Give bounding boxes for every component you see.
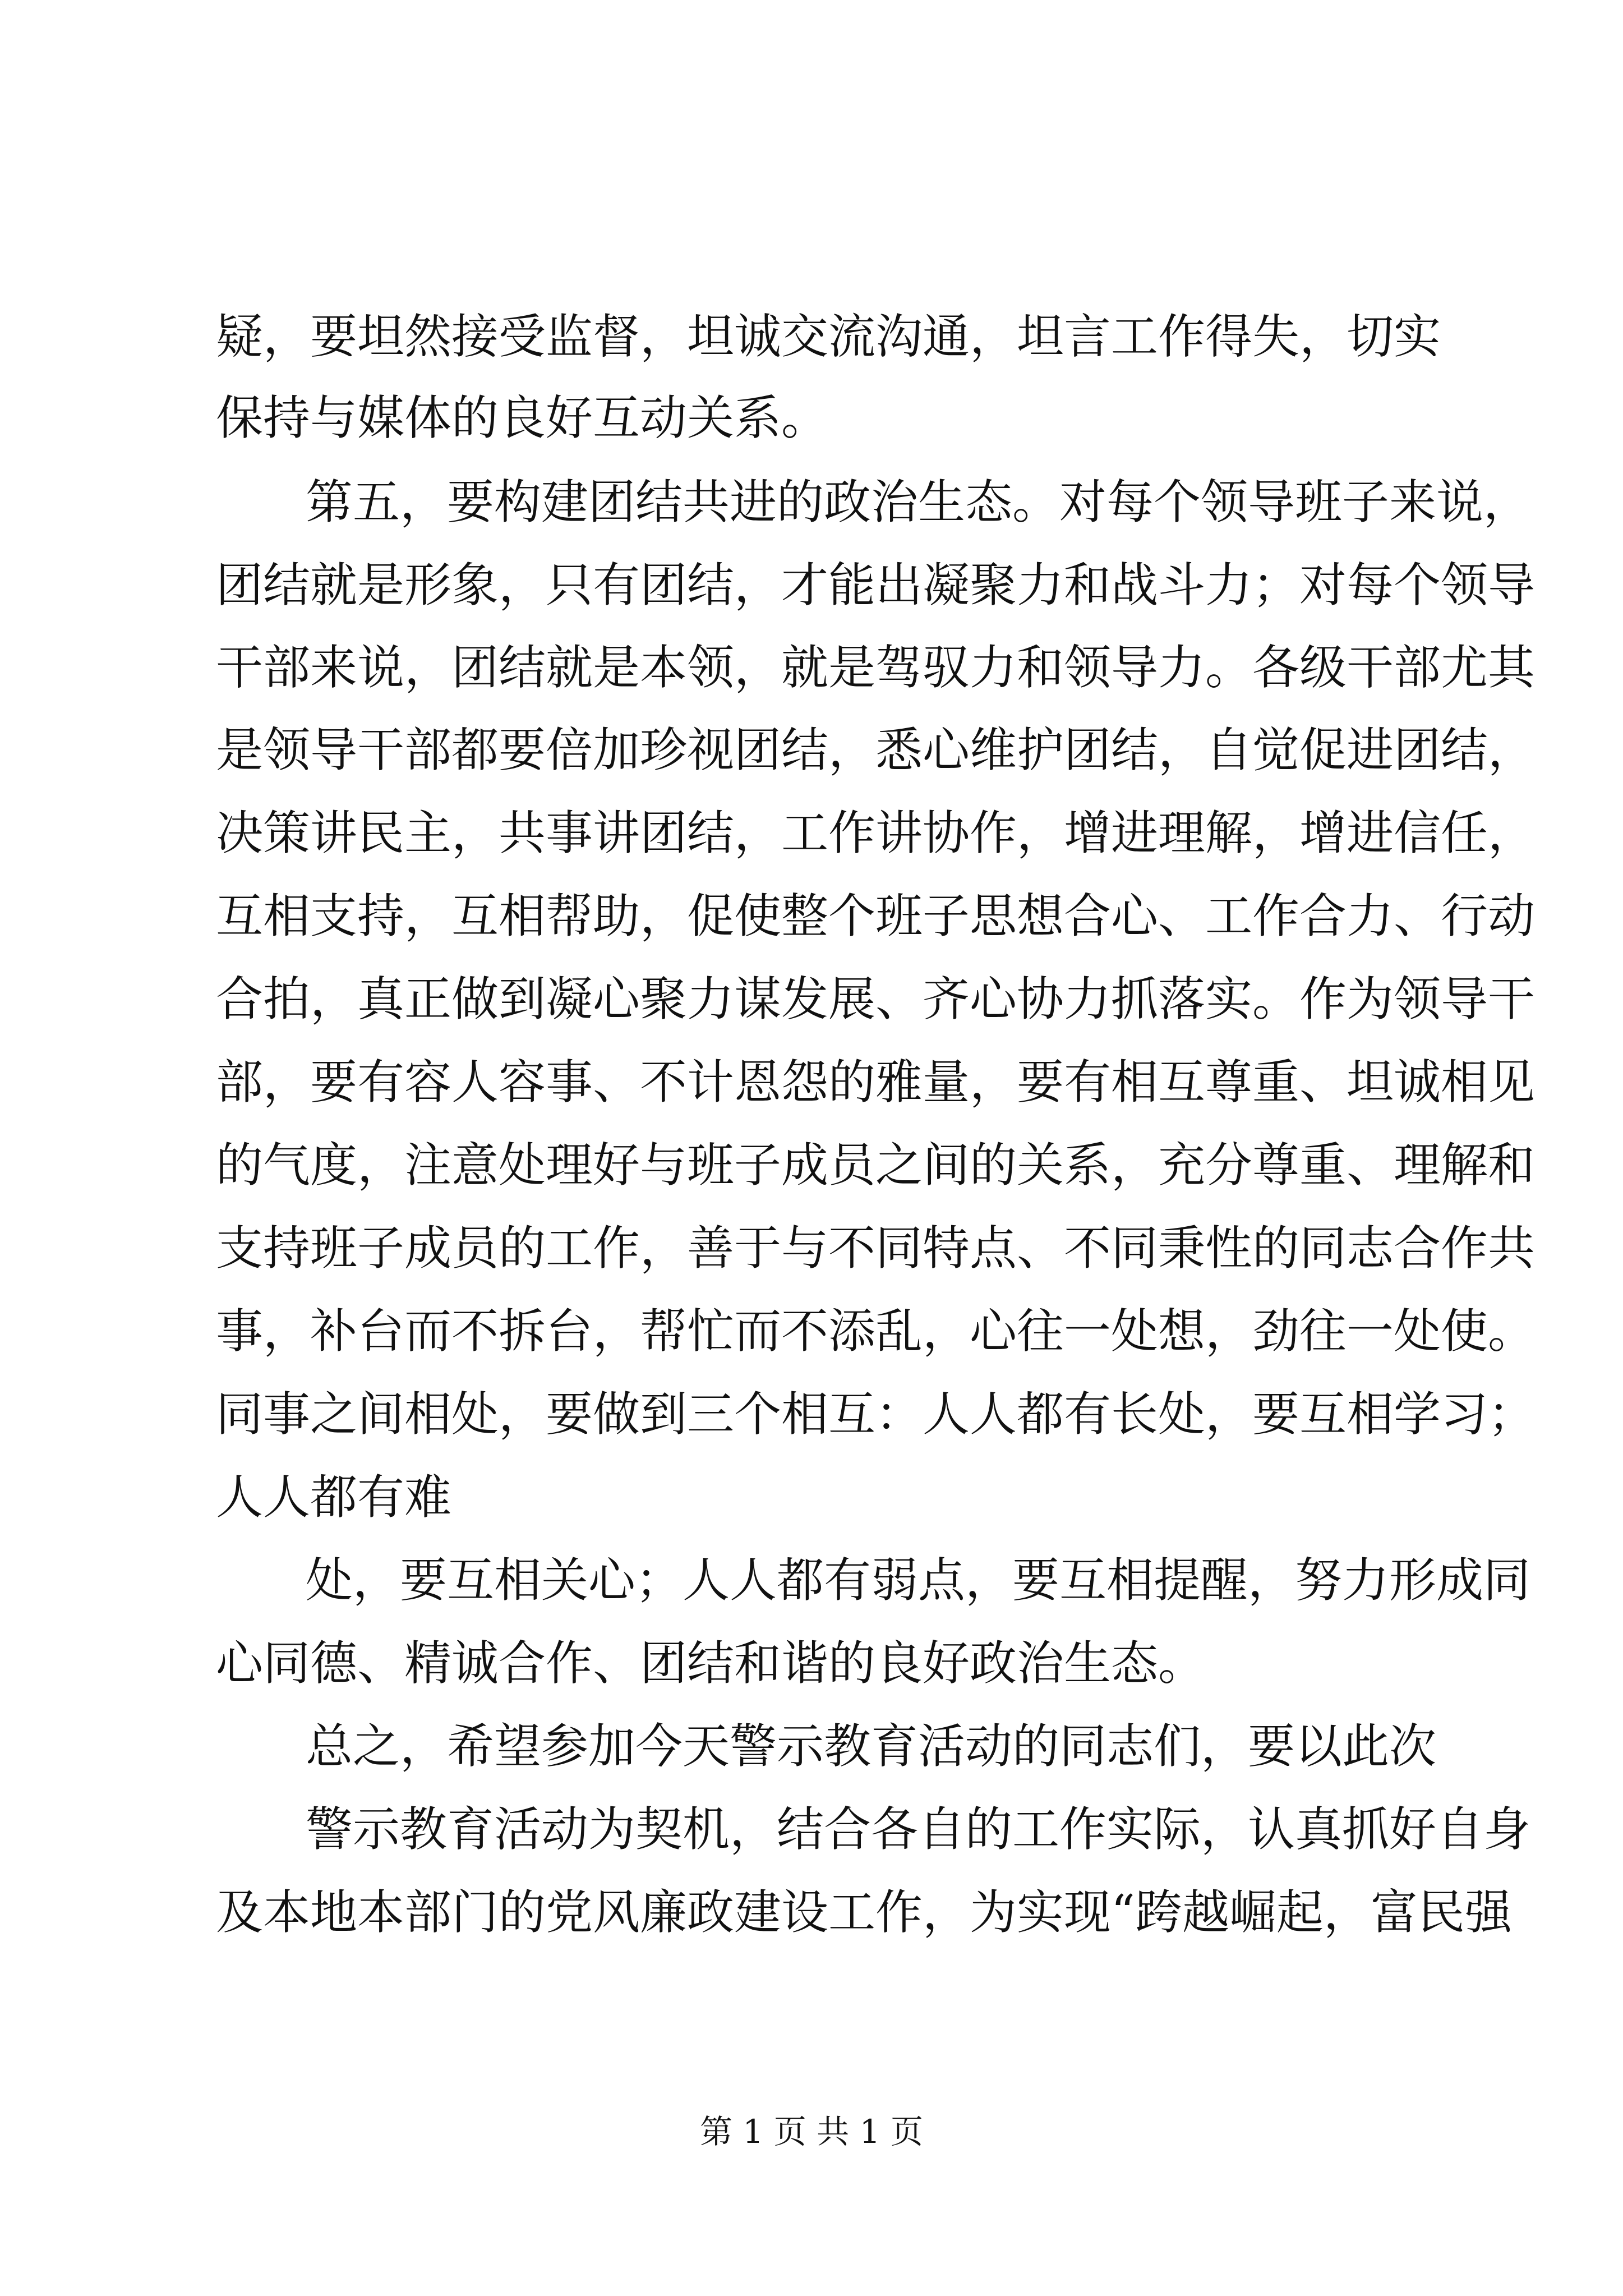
text-line: 决策讲民主，共事讲团结，工作讲协作，增进理解，增进信任， [216, 806, 1536, 861]
text-line: 总之，希望参加今天警示教育活动的同志们，要以此次 [306, 1719, 1437, 1774]
text-line: 处，要互相关心；人人都有弱点，要互相提醒，努力形成同 [306, 1553, 1531, 1608]
text-line: 第五，要构建团结共进的政治生态。对每个领导班子来说， [306, 475, 1531, 530]
text-line: 团结就是形象，只有团结，才能出凝聚力和战斗力；对每个领导 [216, 558, 1536, 613]
text-line: 及本地本部门的党风廉政建设工作，为实现“跨越崛起，富民强 [216, 1885, 1512, 1940]
text-line: 事，补台而不拆台，帮忙而不添乱，心往一处想，劲往一处使。 [216, 1304, 1536, 1359]
text-line: 支持班子成员的工作，善于与不同特点、不同秉性的同志合作共 [216, 1221, 1536, 1276]
text-line: 互相支持，互相帮助，促使整个班子思想合心、工作合力、行动 [216, 889, 1536, 944]
text-line: 警示教育活动为契机，结合各自的工作实际，认真抓好自身 [306, 1802, 1531, 1857]
text-line: 是领导干部都要倍加珍视团结，悉心维护团结，自觉促进团结， [216, 723, 1536, 777]
text-line: 部，要有容人容事、不计恩怨的雅量，要有相互尊重、坦诚相见 [216, 1055, 1536, 1110]
text-line: 疑，要坦然接受监督，坦诚交流沟通，坦言工作得失，切实 [216, 309, 1441, 364]
text-line: 合拍，真正做到凝心聚力谋发展、齐心协力抓落实。作为领导干 [216, 972, 1536, 1027]
text-line: 同事之间相处，要做到三个相互：人人都有长处，要互相学习； [216, 1387, 1536, 1442]
text-line: 干部来说，团结就是本领，就是驾驭力和领导力。各级干部尤其 [216, 640, 1536, 695]
text-line: 保持与媒体的良好互动关系。 [216, 390, 829, 445]
text-line: 人人都有难 [216, 1470, 452, 1525]
page-number-footer: 第 1 页 共 1 页 [700, 2113, 923, 2151]
text-line: 的气度，注意处理好与班子成员之间的关系，充分尊重、理解和 [216, 1138, 1536, 1193]
text-line: 心同德、精诚合作、团结和谐的良好政治生态。 [216, 1636, 1206, 1691]
